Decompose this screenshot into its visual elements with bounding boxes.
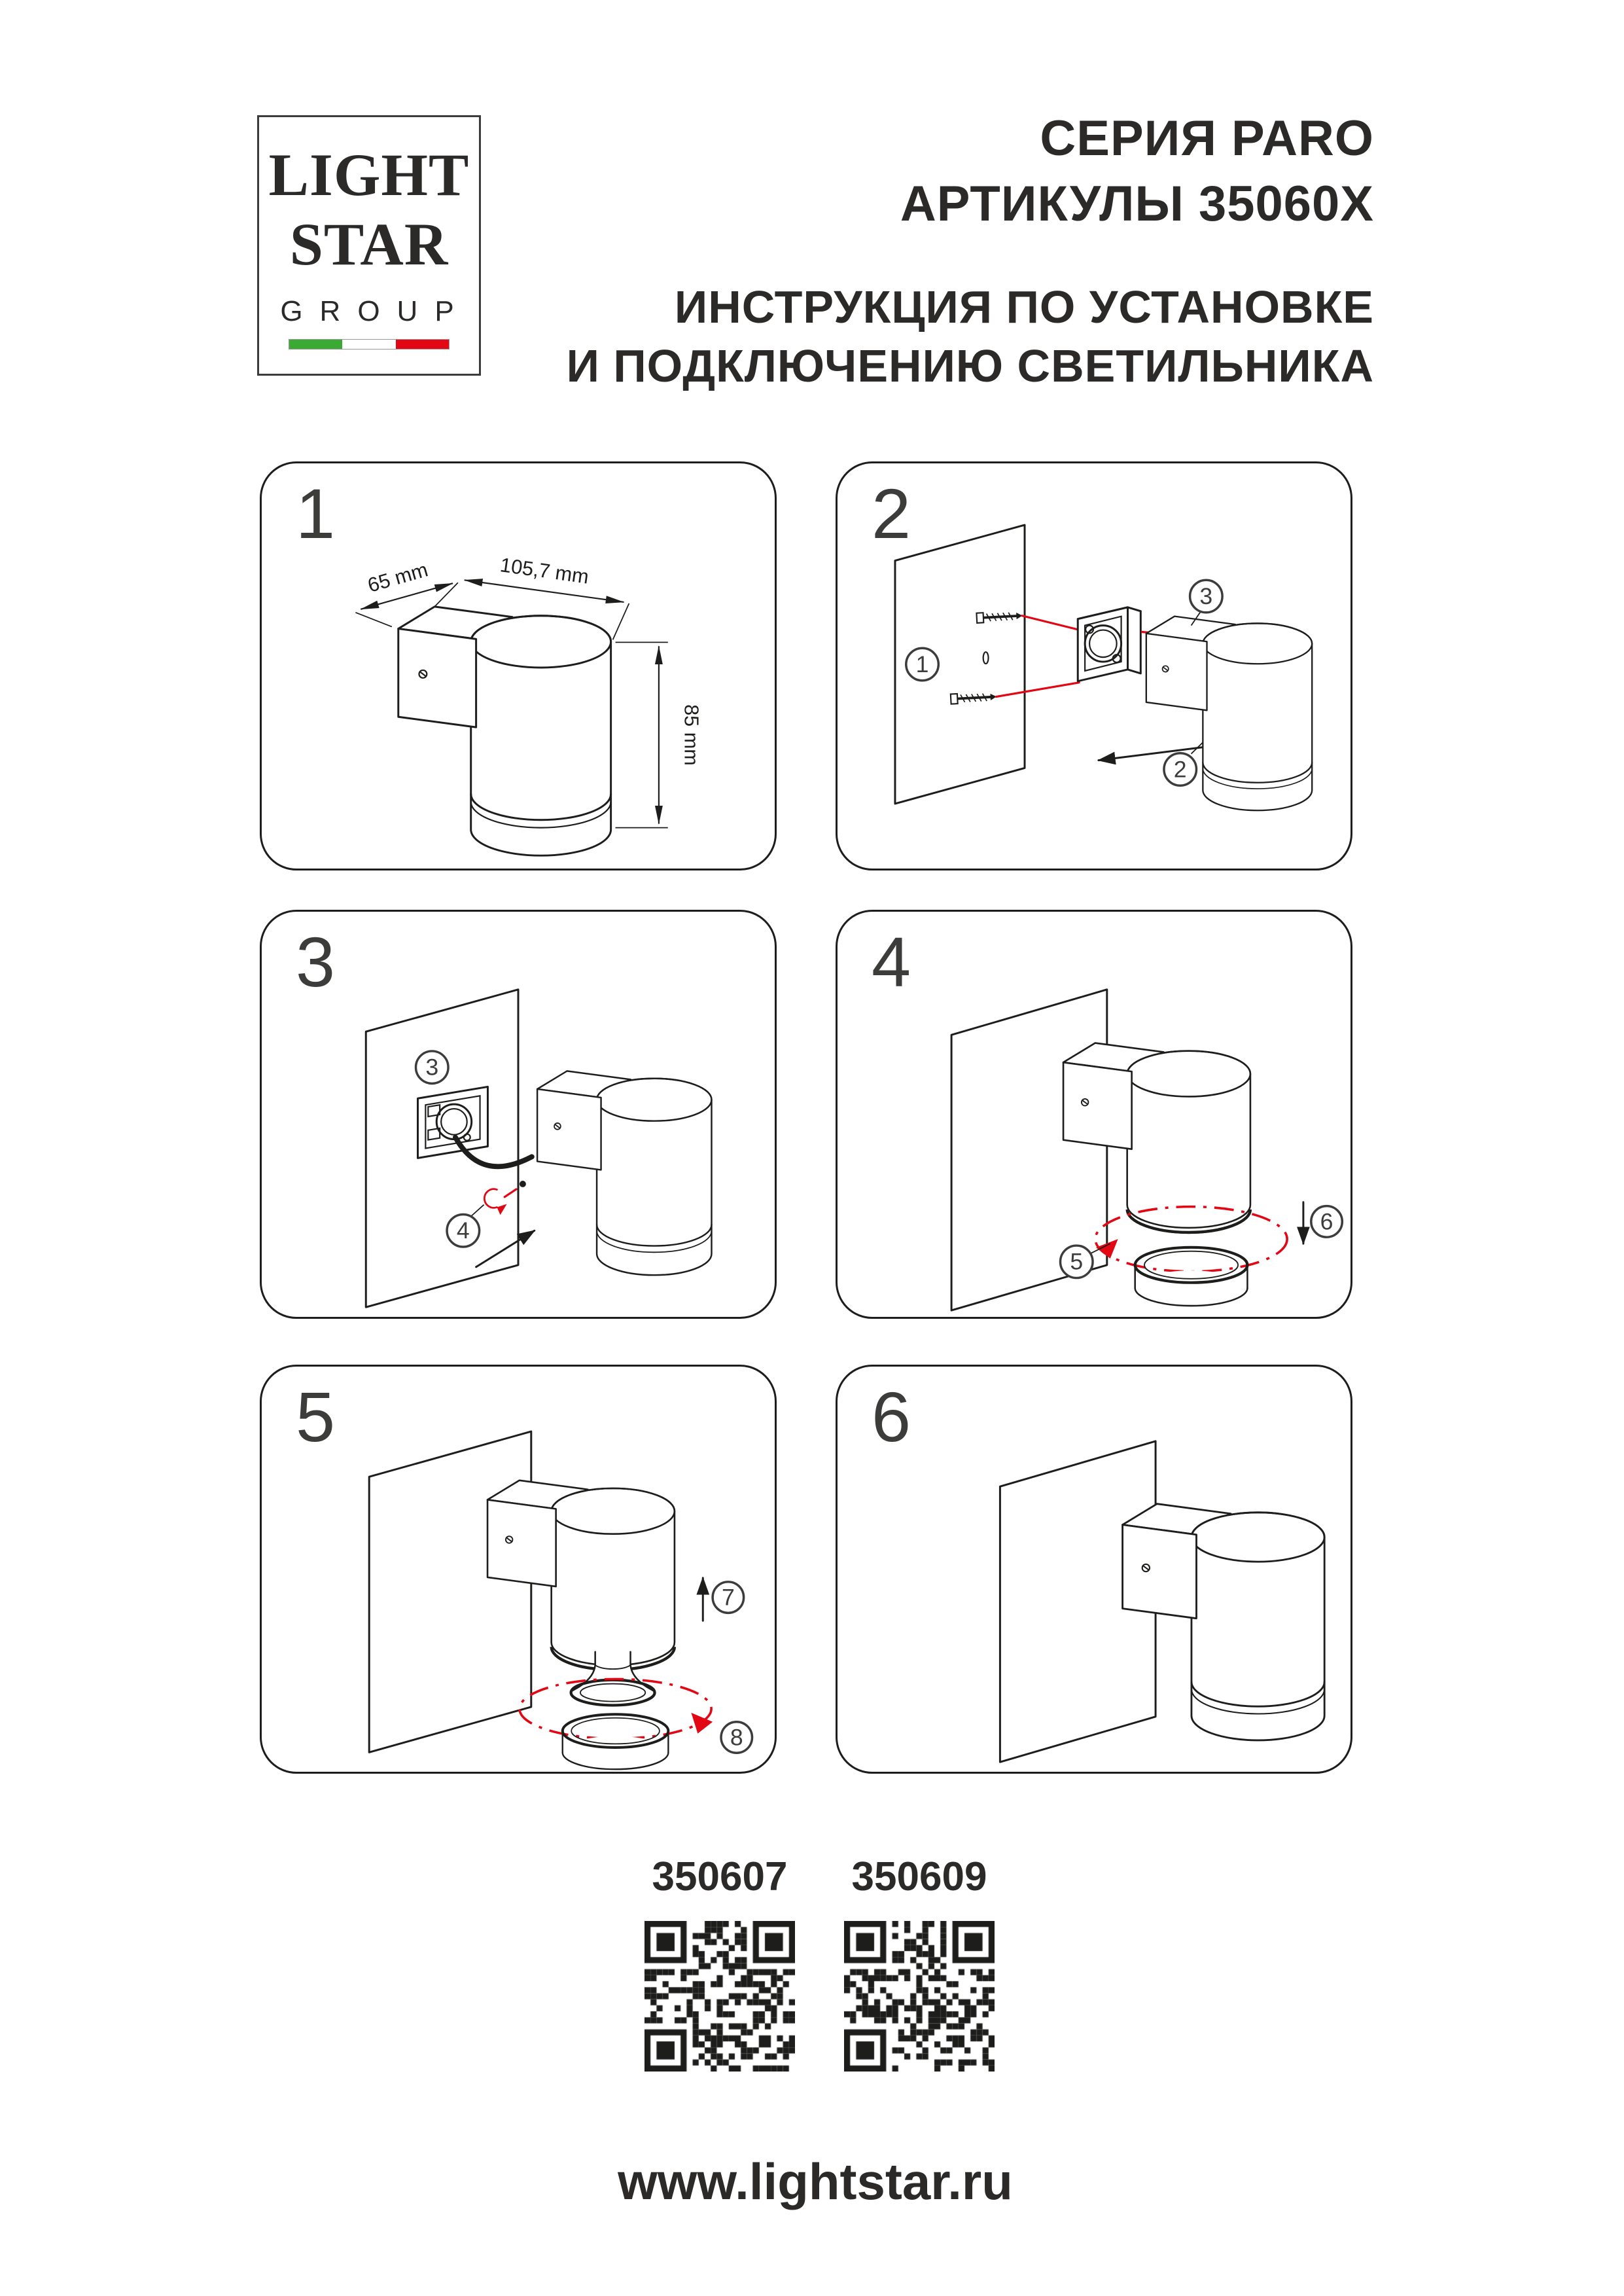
logo-text-star: STAR	[289, 211, 449, 278]
svg-text:5: 5	[1070, 1248, 1084, 1275]
callout-7	[713, 1582, 744, 1613]
dimension-height	[616, 642, 703, 827]
step-panel-2	[836, 461, 1352, 870]
dimension-width-label: 105,7 mm	[499, 553, 591, 588]
step-number-5: 5	[296, 1377, 336, 1456]
set-screw-dot	[520, 1181, 526, 1187]
svg-text:7: 7	[721, 1584, 735, 1611]
callout-6	[1311, 1206, 1343, 1238]
mounting-bracket	[1078, 607, 1140, 681]
qr-code-1	[644, 1921, 795, 2072]
svg-text:1: 1	[915, 651, 929, 677]
step-4-drawing	[838, 912, 1350, 1317]
series-title: СЕРИЯ PARO	[1040, 111, 1374, 166]
detached-ring	[1135, 1247, 1248, 1306]
callout-3	[416, 1051, 449, 1084]
fixture-drawing	[398, 607, 611, 855]
logo-text-group: GROUP	[280, 295, 471, 327]
instruction-title	[567, 278, 1374, 395]
step-panel-6	[836, 1365, 1352, 1774]
step-6-drawing	[838, 1367, 1350, 1772]
step-number-2: 2	[872, 474, 911, 553]
qr-code-2	[844, 1921, 995, 2072]
step-number-1: 1	[296, 474, 336, 553]
logo-text-light: LIGHT	[268, 141, 470, 208]
wall	[369, 1431, 531, 1752]
step-number-3: 3	[296, 922, 336, 1001]
mounting-bracket	[417, 1086, 487, 1158]
svg-text:3: 3	[1199, 583, 1213, 609]
dimension-depth-label: 65 mm	[364, 558, 431, 597]
fixture-drawing	[537, 1071, 711, 1275]
svg-text:2: 2	[1173, 756, 1187, 783]
callout-8	[721, 1722, 752, 1753]
step-number-4: 4	[872, 922, 911, 1001]
step-panel-4	[836, 910, 1352, 1319]
lightstar-logo	[257, 115, 481, 376]
step-2-drawing	[838, 463, 1350, 869]
article-number-2: 350609	[851, 1854, 987, 1899]
step-panel-5	[260, 1365, 777, 1774]
dimension-height-label: 85 mm	[680, 704, 703, 766]
instruction-line-1: ИНСТРУКЦИЯ ПО УСТАНОВКЕ	[674, 281, 1374, 332]
callout-2	[1164, 753, 1197, 786]
svg-text:4: 4	[456, 1217, 470, 1244]
flag-red-stripe	[396, 340, 449, 349]
svg-text:8: 8	[730, 1724, 743, 1751]
instruction-line-2: И ПОДКЛЮЧЕНИЮ СВЕТИЛЬНИКА	[566, 340, 1374, 391]
italian-flag-icon	[289, 340, 449, 349]
step-panel-1	[260, 461, 777, 870]
website-url: www.lightstar.ru	[618, 2153, 1013, 2210]
flag-white-stripe	[342, 340, 395, 349]
step-5-drawing	[262, 1367, 775, 1772]
article-number-1: 350607	[652, 1854, 788, 1899]
svg-text:6: 6	[1320, 1208, 1333, 1235]
step-number-6: 6	[872, 1377, 911, 1456]
step-3-drawing	[262, 912, 775, 1317]
step-1-drawing	[262, 463, 775, 869]
articles-title: АРТИКУЛЫ 35060X	[900, 176, 1374, 232]
svg-text:3: 3	[425, 1054, 439, 1081]
flag-green-stripe	[289, 340, 342, 349]
detached-ring	[563, 1714, 669, 1769]
callout-1	[906, 648, 939, 681]
step-panel-3	[260, 910, 777, 1319]
